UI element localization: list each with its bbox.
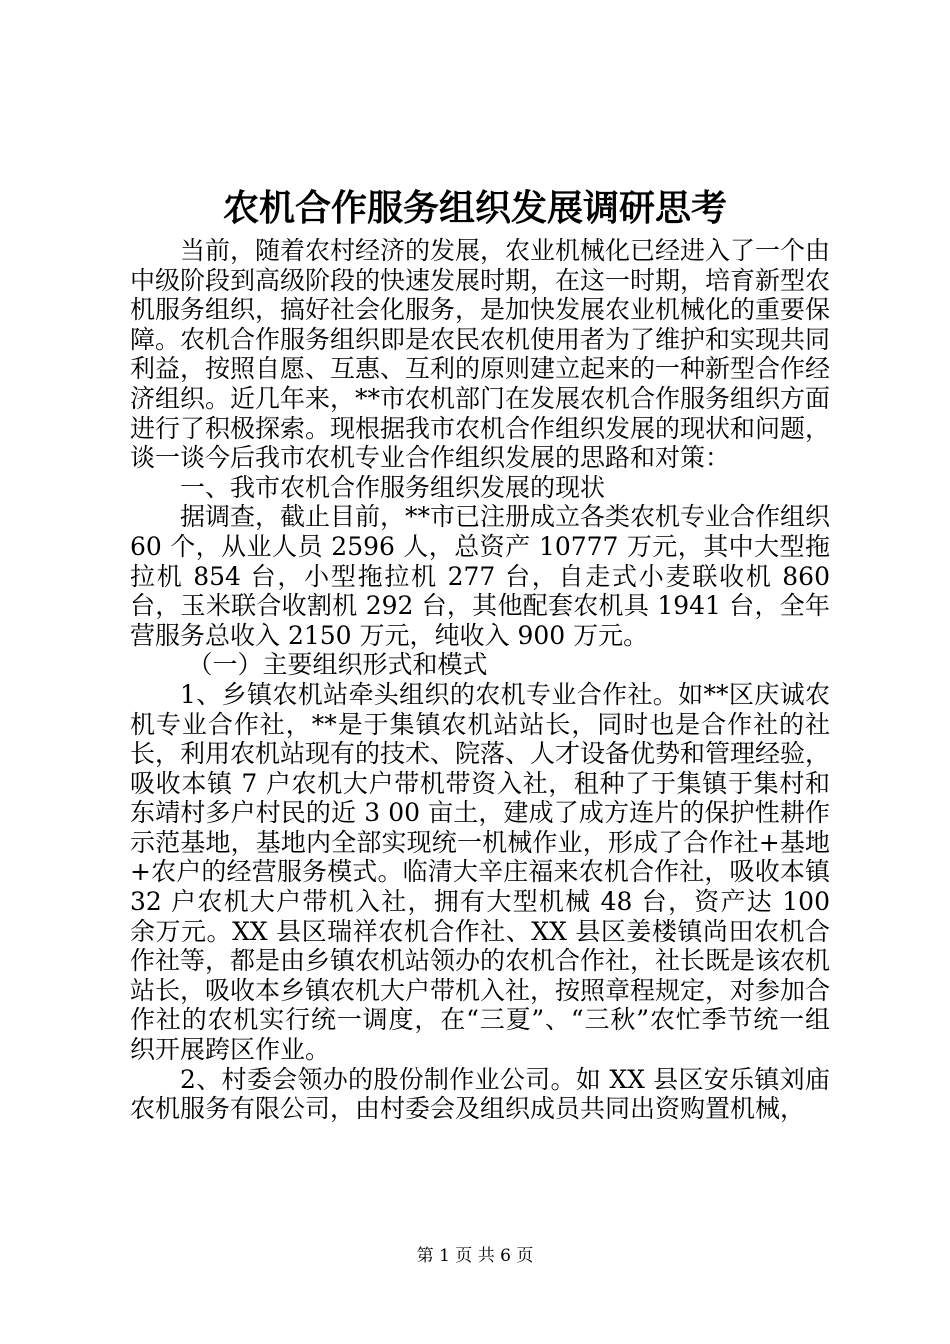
section-heading: 一、我市农机合作服务组织发展的现状	[180, 472, 606, 502]
item-2-paragraph: 2、村委会领办的股份制作业公司。如 XX 县区安乐镇刘庙农机服务有限公司，由村委会及组织成员共同出资购置机械，	[130, 1064, 830, 1124]
document-title: 农机合作服务组织发展调研思考	[222, 187, 727, 229]
item-1-paragraph: 1、乡镇农机站牵头组织的农机专业合作社。如**区庆诚农机专业合作社，**是于集镇农机站站长，同时也是合作社的社长，利用农机站现有的技术、院落、人才设备优势和管理经验，吸收本镇 7 户农机大户带机带资入社，租种了于集镇于集村和东靖村多户村民的近 3 00 亩土，建成了成方连片的保护性耕作示范基地，基地内全部实现统一机械作业，形成了合作社+基地+农户的经营服务模式。临清大辛庄福来农机合作社，吸收本镇 32 户农机大户带机入社，拥有大型机械 48 台，资产达 100 余万元。XX 县区瑞祥农机合作社、XX 县区姜楼镇尚田农机合作社等，都是由乡镇农机站领办的农机合作社，社长既是该农机站长，吸收本乡镇农机大户带机入社，按照章程规定，对参加合作社的农机实行统一调度，在“三夏”、“三秋”农忙季节统一组织开展跨区作业。	[130, 679, 831, 1065]
page-number-footer: 第 1 页 共 6 页	[416, 1246, 534, 1266]
intro-paragraph: 当前，随着农村经济的发展，农业机械化已经进入了一个由中级阶段到高级阶段的快速发展时期，在这一时期，培育新型农机服务组织，搞好社会化服务，是加快发展农业机械化的重要保障。农机合作服务组织即是农民农机使用者为了维护和实现共同利益，按照自愿、互惠、互利的原则建立起来的一种新型合作经济组织。近几年来，**市农机部门在发展农机合作服务组织方面进行了积极探索。现根据我市农机合作组织发展的现状和问题，谈一谈今后我市农机专业合作组织发展的思路和对策：	[130, 236, 831, 473]
subsection-heading: （一）主要组织形式和模式	[187, 650, 488, 680]
document-body	[130, 236, 830, 1124]
statistics-paragraph: 据调查，截止目前，**市已注册成立各类农机专业合作组织 60 个，从业人员 2596 人，总资产 10777 万元，其中大型拖拉机 854 台，小型拖拉机 277 台，自走式小麦联收机 860 台，玉米联合收割机 292 台，其他配套农机具 1941 台，全年营服务总收入 2150 万元，纯收入 900 万元。	[130, 502, 831, 650]
